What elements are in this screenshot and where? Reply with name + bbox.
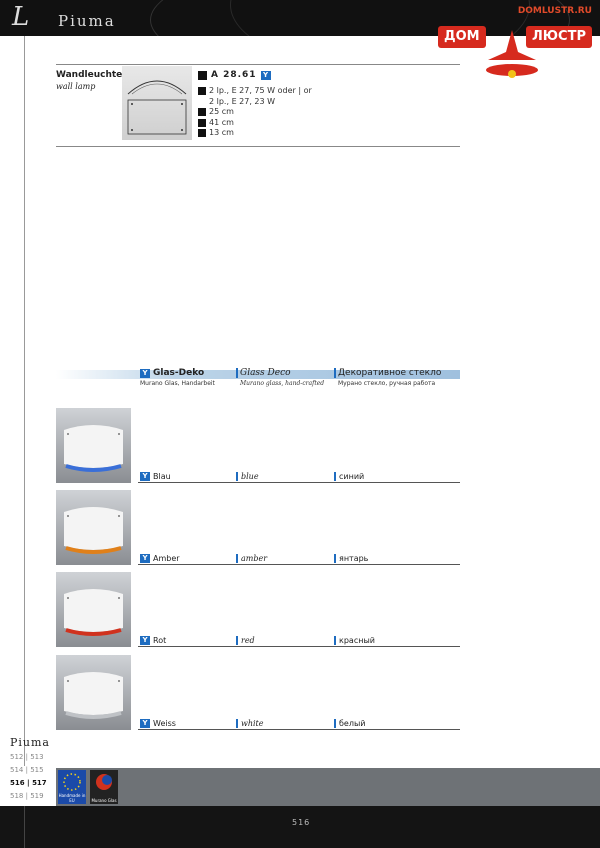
divider [56, 146, 460, 147]
glass-title-de: Glas-Deko [153, 368, 205, 378]
side-nav-link[interactable]: 514 | 515 [10, 766, 44, 774]
product-name-en: wall lamp [56, 82, 96, 91]
variant-label-en: blue [241, 472, 259, 481]
brand-logo: L [12, 2, 30, 32]
watermark-logo: DOMLUSTR.RU ДОМ ЛЮСТР [432, 6, 592, 106]
variant-label-de: Blau [153, 472, 171, 481]
width-icon [198, 119, 206, 127]
variant-row [56, 408, 460, 484]
variant-label-de: Weiss [153, 719, 176, 728]
y-badge: Y [261, 71, 271, 80]
page-spine-line [24, 36, 25, 766]
murano-logo: Murano Glas [90, 770, 118, 804]
spec-row: 25 cm [198, 107, 312, 118]
y-badge: Y [140, 369, 150, 378]
product-code: A 28.61 [211, 70, 257, 80]
eu-logo: Handmade in EU [58, 770, 86, 804]
divider [56, 64, 460, 65]
variant-row [56, 655, 460, 731]
footer-black-bar [0, 806, 600, 848]
product-block [56, 66, 460, 146]
variant-label-de: Rot [153, 636, 167, 645]
side-nav-link[interactable]: 518 | 519 [10, 792, 44, 800]
side-page-nav [10, 736, 50, 803]
spec-list [198, 86, 312, 139]
variant-photo [56, 572, 131, 647]
variant-photo [56, 490, 131, 565]
y-badge: Y [140, 554, 150, 563]
variant-label-de: Amber [153, 554, 180, 563]
variant-label-ru: белый [339, 719, 366, 728]
depth-icon [198, 129, 206, 137]
side-nav-link[interactable]: 512 | 513 [10, 753, 44, 761]
spec-row: 2 lp., E 27, 75 W oder | or [198, 86, 312, 97]
variant-label-en: white [241, 719, 264, 728]
height-icon [198, 108, 206, 116]
code-square-icon [198, 71, 207, 80]
variant-label-en: amber [241, 554, 268, 563]
variant-label-ru: красный [339, 636, 375, 645]
y-badge: Y [140, 472, 150, 481]
variant-row [56, 572, 460, 648]
product-code-row [198, 70, 271, 80]
variant-photo [56, 655, 131, 730]
y-badge: Y [140, 719, 150, 728]
variant-label-ru: синий [339, 472, 365, 481]
side-nav-title: Piuma [10, 736, 50, 749]
variant-photo [56, 408, 131, 483]
spec-row: 41 cm [198, 118, 312, 129]
y-badge: Y [140, 636, 150, 645]
side-nav-link-current[interactable]: 516 | 517 [10, 779, 47, 787]
spec-row: 13 cm [198, 128, 312, 139]
glass-title-en: Glass Deco [240, 368, 291, 378]
variant-label-ru: янтарь [339, 554, 369, 563]
variant-label-en: red [241, 636, 255, 645]
brand-name: Piuma [58, 12, 116, 30]
footer-grey-bar [56, 768, 600, 806]
variant-row [56, 490, 460, 566]
glass-deco-section: Y Glas-Deko Murano Glas, Handarbeit Glass Deco Murano glass, hand-crafted Декоративное стекло Мурано стекло, ручная работа [56, 368, 460, 390]
glass-title-ru: Декоративное стекло [338, 368, 442, 378]
page-number: 516 [292, 818, 311, 827]
spec-row: 2 lp., E 27, 23 W [209, 96, 276, 106]
product-name-de: Wandleuchte [56, 70, 123, 80]
bulb-icon [198, 87, 206, 95]
product-drawing [122, 66, 192, 140]
